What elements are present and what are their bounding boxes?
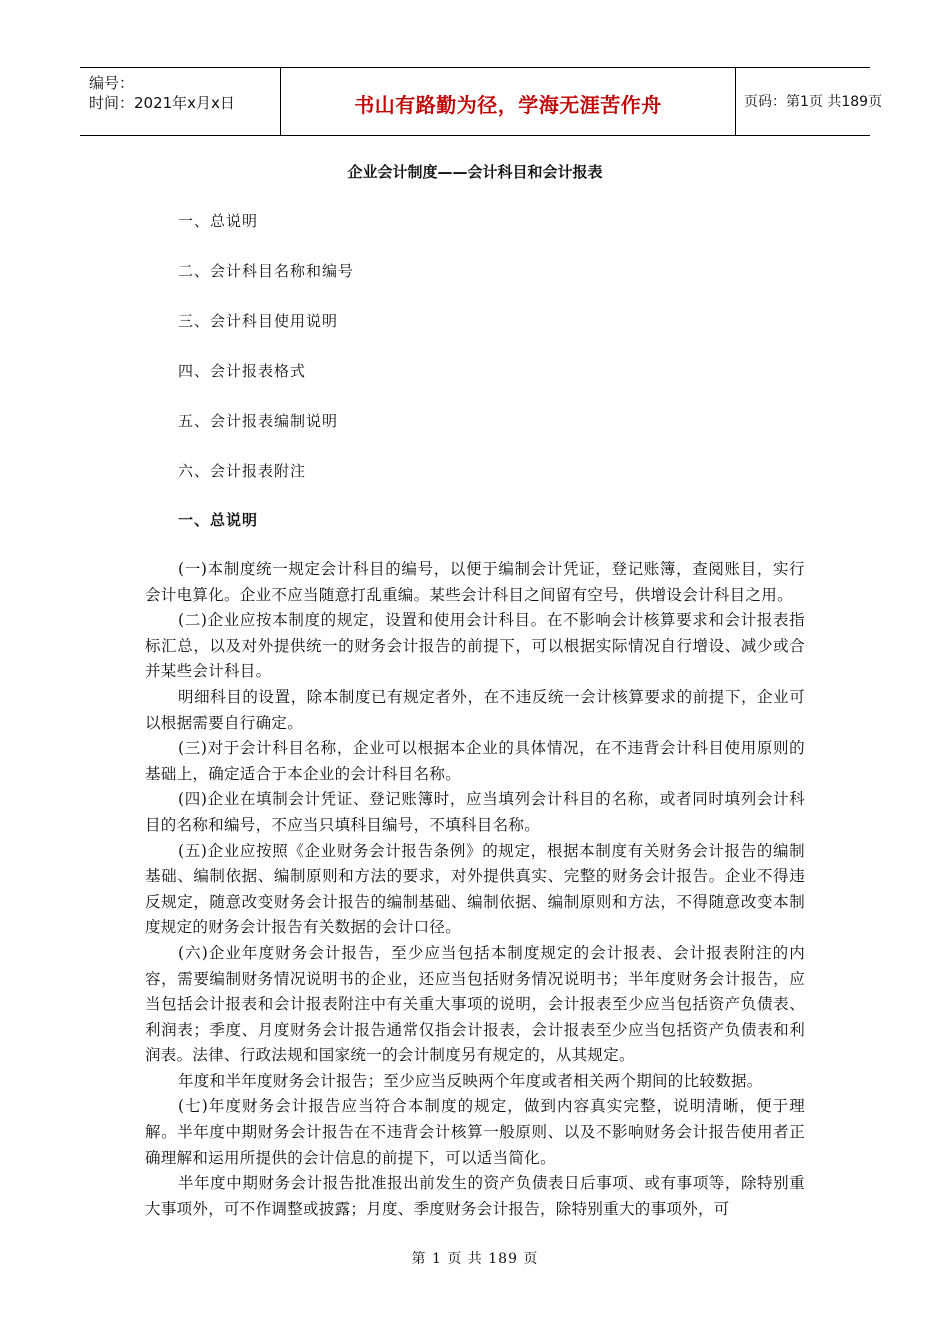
paragraph: (二)企业应按本制度的规定，设置和使用会计科目。在不影响会计核算要求和会计报表指标汇总，以及对外提供统一的财务会计报告的前提下，可以根据实际情况自行增设、减少或合并某些会计科目。 [145,611,805,681]
toc-item: 六、会计报表附注 [178,462,307,480]
document-title: 企业会计制度——会计科目和会计报表 [347,163,603,181]
body-text [145,557,805,1222]
toc-item: 二、会计科目名称和编号 [178,262,355,280]
paragraph: (五)企业应按照《企业财务会计报告条例》的规定，根据本制度有关财务会计报告的编制基础、编制依据、编制原则和方法的要求，对外提供真实、完整的财务会计报告。企业不得违反规定，随意改变财务会计报告的编制基础、编制依据、编制原则和方法，不得随意改变本制度规定的财务会计报告有关数据的会计口径。 [145,841,805,937]
paragraph: (四)企业在填制会计凭证、登记账簿时，应当填列会计科目的名称，或者同时填列会计科目的名称和编号，不应当只填科目编号，不填科目名称。 [145,790,805,834]
section-heading: 一、总说明 [178,511,259,529]
table-of-contents [178,210,354,510]
toc-item: 三、会计科目使用说明 [178,312,339,330]
header-info-cell [80,68,280,135]
paragraph: (三)对于会计科目名称，企业可以根据本企业的具体情况，在不违背会计科目使用原则的基础上，确定适合于本企业的会计科目名称。 [145,739,805,783]
paragraph: 年度和半年度财务会计报告；至少应当反映两个年度或者相关两个期间的比较数据。 [178,1071,763,1090]
paragraph: (六)企业年度财务会计报告，至少应当包括本制度规定的会计报表、会计报表附注的内容，需要编制财务情况说明书的企业，还应当包括财务情况说明书；半年度财务会计报告，应当包括会计报表和会计报表附注中有关重大事项的说明，会计报表至少应当包括资产负债表、利润表；季度、月度财务会计报告通常仅指会计报表，会计报表至少应当包括资产负债表和利润表。法律、行政法规和国家统一的会计制度另有规定的，从其规定。 [145,943,805,1065]
toc-item: 五、会计报表编制说明 [178,412,339,430]
header-page-info: 页码：第1页 共189页 [744,94,883,110]
page-footer: 第 1 页 共 189 页 [411,1251,539,1267]
header-motto-cell [280,68,736,135]
paragraph: 明细科目的设置，除本制度已有规定者外，在不违反统一会计核算要求的前提下，企业可以根据需要自行确定。 [145,687,805,732]
paragraph: 半年度中期财务会计报告批准报出前发生的资产负债表日后事项、或有事项等，除特别重大事项外，可不作调整或披露；月度、季度财务会计报告，除特别重大的事项外，可 [145,1174,805,1218]
toc-item: 一、总说明 [178,212,259,230]
document-number-label: 编号： [89,74,135,92]
paragraph: (七)年度财务会计报告应当符合本制度的规定，做到内容真实完整，说明清晰，便于理解。半年度中期财务会计报告在不违背会计核算一般原则、以及不影响财务会计报告使用者正确理解和运用所提供的会计信息的前提下，可以适当简化。 [145,1097,805,1167]
toc-item: 四、会计报表格式 [178,362,307,380]
header-motto: 书山有路勤为径，学海无涯苦作舟 [354,93,662,117]
page-header [80,67,883,136]
document-date: 时间：2021年x月x日 [89,94,235,112]
paragraph: (一)本制度统一规定会计科目的编号，以便于编制会计凭证，登记账簿，查阅账目，实行会计电算化。企业不应当随意打乱重编。某些会计科目之间留有空号，供增设会计科目之用。 [145,560,805,604]
